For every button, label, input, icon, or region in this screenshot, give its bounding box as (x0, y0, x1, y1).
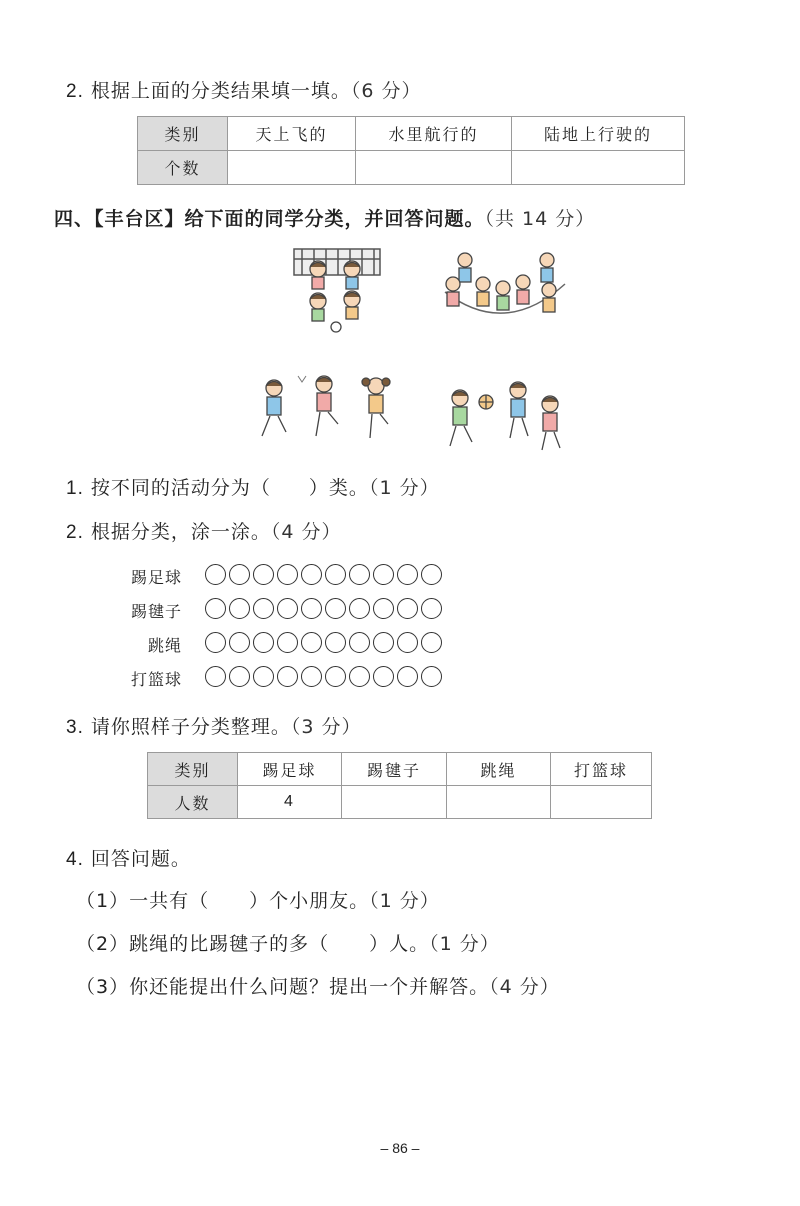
table-answer-cell[interactable] (228, 151, 356, 185)
circle[interactable] (253, 666, 274, 687)
table-header-cell: 天上飞的 (228, 117, 356, 151)
circle-row-shuttlecock (205, 598, 442, 619)
circle[interactable] (277, 564, 298, 585)
circle[interactable] (301, 598, 322, 619)
table-header-cell: 水里航行的 (356, 117, 512, 151)
circle[interactable] (349, 632, 370, 653)
sub-question-text-after: ）人。 (369, 933, 430, 955)
sub-question-text-after: ）个小朋友。 (249, 890, 370, 912)
circle[interactable] (373, 666, 394, 687)
circle[interactable] (325, 598, 346, 619)
jump-rope-icon (437, 248, 573, 324)
soccer-icon (290, 245, 386, 337)
classification-table-2 (147, 752, 652, 819)
question-number: 4. (66, 849, 84, 870)
circle[interactable] (349, 598, 370, 619)
table-answer-cell[interactable] (512, 151, 685, 185)
circle[interactable] (373, 598, 394, 619)
basketball-icon (440, 374, 570, 452)
sub-question-2 (76, 929, 500, 956)
section-title-text: 四、【丰台区】给下面的同学分类，并回答问题。 (54, 208, 485, 230)
question-2 (66, 517, 342, 544)
circle[interactable] (229, 632, 250, 653)
classification-table-1 (137, 116, 685, 185)
question-text: 根据分类，涂一涂。 (90, 521, 271, 543)
circle[interactable] (205, 598, 226, 619)
question-3 (66, 712, 362, 739)
question-number: 2. (66, 81, 84, 102)
sub-question-1 (76, 886, 440, 913)
circle-row-label-jump-rope: 跳绳 (147, 636, 182, 655)
circle[interactable] (205, 666, 226, 687)
question-text: 根据上面的分类结果填一填。 (90, 80, 351, 102)
section-4-title (54, 204, 595, 231)
circle[interactable] (301, 632, 322, 653)
sub-question-text-before: （1）一共有（ (76, 890, 210, 912)
circle[interactable] (397, 564, 418, 585)
circle[interactable] (253, 632, 274, 653)
circle[interactable] (205, 564, 226, 585)
circle[interactable] (421, 666, 442, 687)
section-points: （共 14 分） (484, 208, 596, 230)
question-1 (66, 473, 440, 500)
circle[interactable] (253, 564, 274, 585)
circle[interactable] (277, 632, 298, 653)
circle[interactable] (349, 666, 370, 687)
question-number: 1. (66, 478, 84, 499)
sub-question-points: （1 分） (429, 933, 500, 955)
table-row-label: 个数 (138, 151, 228, 185)
question-points: （1 分） (368, 477, 440, 499)
question-points: （3 分） (290, 716, 362, 738)
circle[interactable] (421, 564, 442, 585)
circle[interactable] (349, 564, 370, 585)
question-points: （6 分） (350, 80, 422, 102)
circle[interactable] (253, 598, 274, 619)
circle[interactable] (397, 666, 418, 687)
circle[interactable] (325, 632, 346, 653)
sub-question-text-before: （2）跳绳的比踢毽子的多（ (76, 933, 330, 955)
table-answer-cell[interactable] (356, 151, 512, 185)
question-2-top (66, 76, 422, 103)
circle-row-label-shuttlecock: 踢毽子 (130, 602, 182, 621)
circle[interactable] (397, 598, 418, 619)
circle[interactable] (277, 666, 298, 687)
table-header-cell: 陆地上行驶的 (512, 117, 685, 151)
page-number: – 86 – (380, 1140, 420, 1156)
circle-row-label-soccer: 踢足球 (130, 568, 182, 587)
circle[interactable] (421, 598, 442, 619)
table-answer-cell[interactable] (447, 786, 551, 819)
question-4 (66, 844, 191, 871)
shuttlecock-icon (250, 370, 400, 450)
table-answer-cell: 4 (238, 786, 342, 819)
table-answer-cell[interactable] (551, 786, 652, 819)
circle[interactable] (229, 666, 250, 687)
sub-question-3 (76, 972, 560, 999)
circle[interactable] (373, 564, 394, 585)
question-text: 请你照样子分类整理。 (90, 716, 291, 738)
question-text: 回答问题。 (90, 848, 191, 870)
table-header-cell: 类别 (148, 753, 238, 786)
circle[interactable] (277, 598, 298, 619)
sub-question-text: （3）你还能提出什么问题？提出一个并解答。 (76, 976, 490, 998)
circle[interactable] (397, 632, 418, 653)
circle[interactable] (301, 666, 322, 687)
question-number: 3. (66, 717, 84, 738)
sub-question-points: （4 分） (489, 976, 560, 998)
circle[interactable] (421, 632, 442, 653)
table-header-cell: 打篮球 (551, 753, 652, 786)
circle[interactable] (301, 564, 322, 585)
question-text-before: 按不同的活动分为（ (90, 477, 271, 499)
question-text-after: ）类。 (308, 477, 369, 499)
table-header-cell: 踢足球 (238, 753, 342, 786)
sub-question-points: （1 分） (369, 890, 440, 912)
circle[interactable] (205, 632, 226, 653)
circle[interactable] (229, 598, 250, 619)
table-header-cell: 跳绳 (447, 753, 551, 786)
table-header-cell: 踢毽子 (342, 753, 447, 786)
circle[interactable] (325, 564, 346, 585)
circle-row-soccer (205, 564, 442, 585)
circle-row-jump-rope (205, 632, 442, 653)
answer-area[interactable] (76, 1010, 716, 1120)
table-header-cell: 类别 (138, 117, 228, 151)
question-number: 2. (66, 522, 84, 543)
circle[interactable] (325, 666, 346, 687)
circle[interactable] (373, 632, 394, 653)
table-answer-cell[interactable] (342, 786, 447, 819)
circle-row-basketball (205, 666, 442, 687)
circle-row-label-basketball: 打篮球 (130, 670, 182, 689)
circle[interactable] (229, 564, 250, 585)
question-points: （4 分） (270, 521, 342, 543)
table-row-label: 人数 (148, 786, 238, 819)
